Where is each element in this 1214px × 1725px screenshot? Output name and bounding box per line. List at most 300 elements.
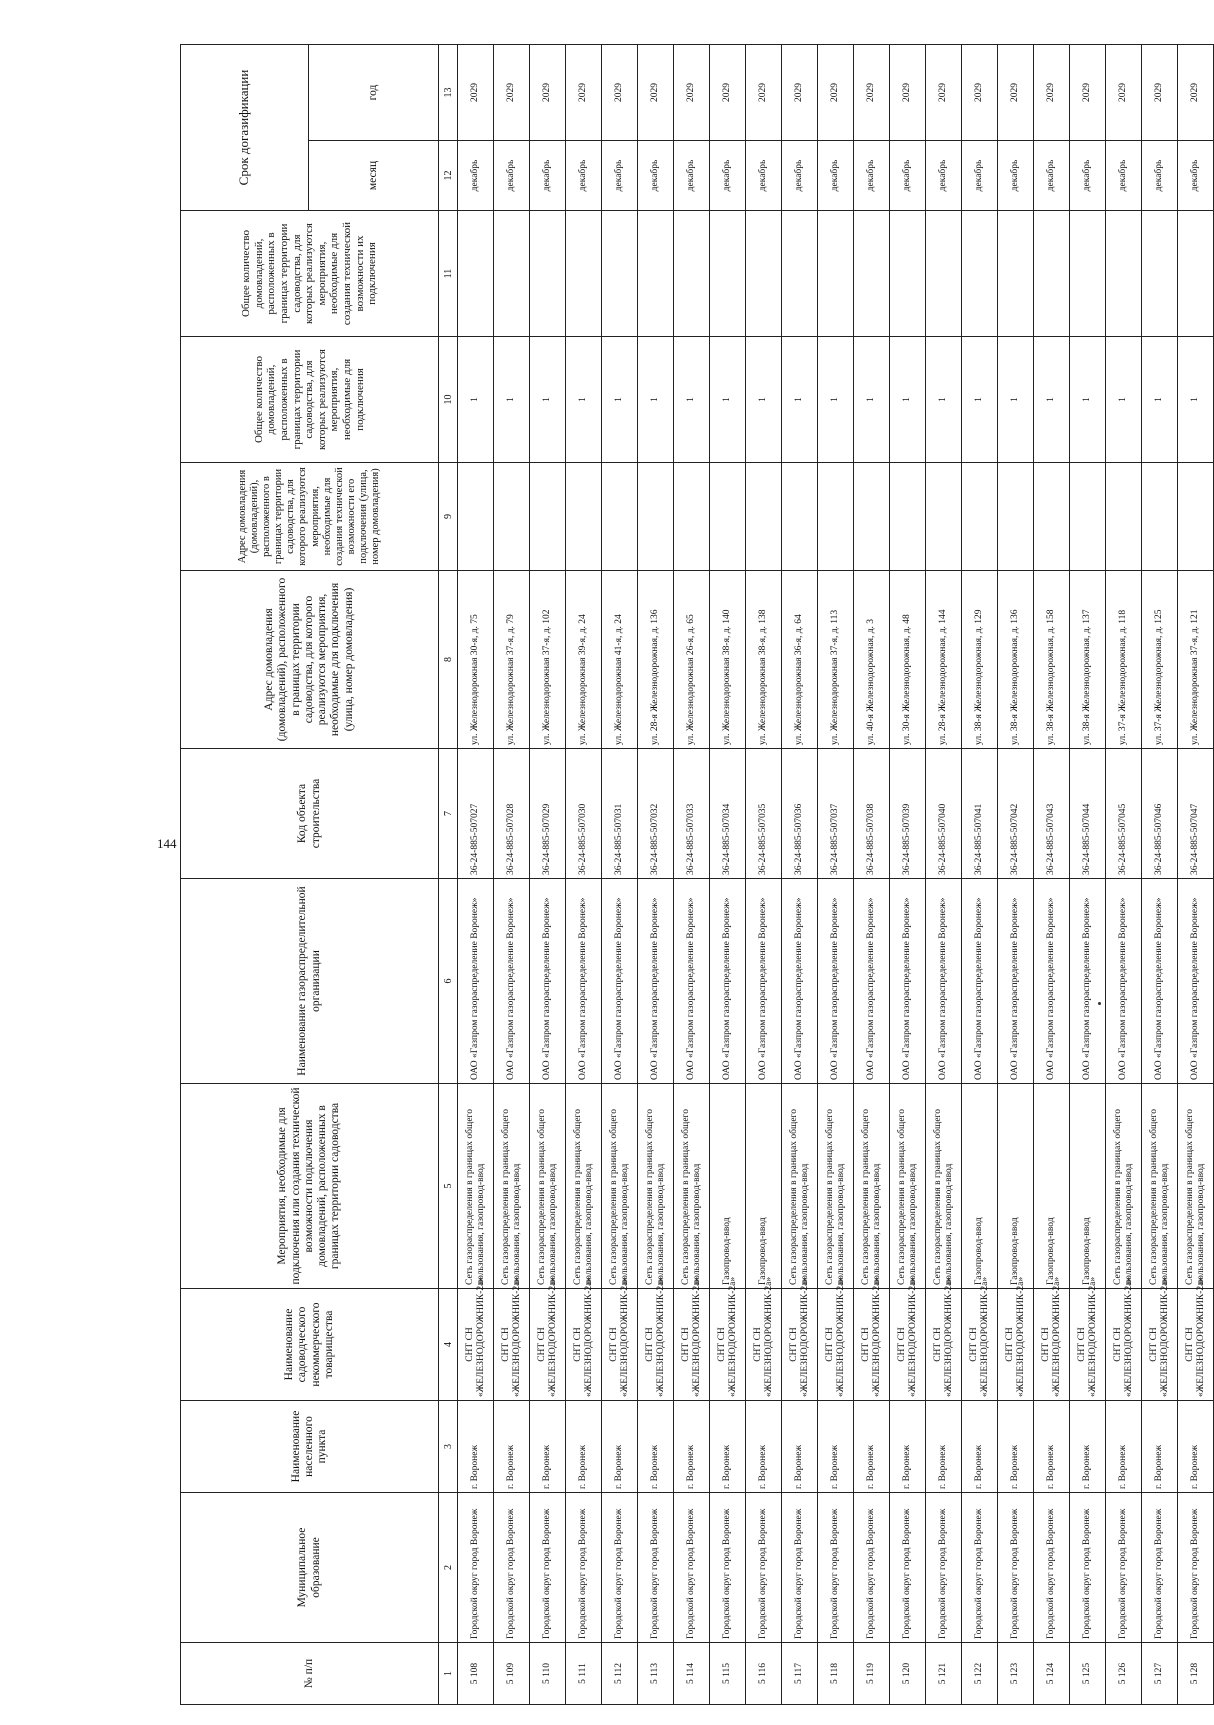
row-number: 5 128 bbox=[1178, 1643, 1214, 1705]
count-capability-cell bbox=[782, 211, 818, 337]
municipality-cell: Городской округ город Воронеж bbox=[926, 1493, 962, 1643]
gas-org-cell: ОАО «Газпром газораспределение Воронеж» bbox=[818, 879, 854, 1084]
address-cell: ул. 38-я Железнодорожная, д. 137 bbox=[1070, 571, 1106, 749]
year-cell: 2029 bbox=[818, 45, 854, 141]
settlement-cell: г. Воронеж bbox=[566, 1401, 602, 1493]
month-cell: декабрь bbox=[854, 141, 890, 211]
measure-cell: Сеть газораспределения в границах общего пользования, газопровод-ввод bbox=[818, 1084, 854, 1289]
month-cell: декабрь bbox=[1142, 141, 1178, 211]
settlement-cell: г. Воронеж bbox=[530, 1401, 566, 1493]
object-code-cell: 36-24-885-507033 bbox=[674, 749, 710, 879]
address-cell: ул. Железнодорожная 38-я, д. 140 bbox=[710, 571, 746, 749]
table-row bbox=[530, 45, 566, 1705]
object-code-cell: 36-24-885-507036 bbox=[782, 749, 818, 879]
municipality-cell: Городской округ город Воронеж bbox=[638, 1493, 674, 1643]
settlement-cell: г. Воронеж bbox=[458, 1401, 494, 1493]
settlement-cell: г. Воронеж bbox=[1034, 1401, 1070, 1493]
gas-org-cell: ОАО «Газпром газораспределение Воронеж» bbox=[638, 879, 674, 1084]
municipality-cell: Городской округ город Воронеж bbox=[458, 1493, 494, 1643]
municipality-cell: Городской округ город Воронеж bbox=[602, 1493, 638, 1643]
snt-cell: СНТ СН «ЖЕЛЕЗНОДОРОЖНИК-2а» bbox=[602, 1289, 638, 1401]
row-number: 5 108 bbox=[458, 1643, 494, 1705]
settlement-cell: г. Воронеж bbox=[1106, 1401, 1142, 1493]
count-capability-cell bbox=[962, 211, 998, 337]
count-capability-cell bbox=[602, 211, 638, 337]
header-term: Срок догазификации bbox=[181, 45, 309, 211]
measure-cell: Сеть газораспределения в границах общего пользования, газопровод-ввод bbox=[674, 1084, 710, 1289]
year-cell: 2029 bbox=[746, 45, 782, 141]
gas-org-cell: ОАО «Газпром газораспределение Воронеж» bbox=[782, 879, 818, 1084]
year-cell: 2029 bbox=[494, 45, 530, 141]
year-cell: 2029 bbox=[710, 45, 746, 141]
month-cell: декабрь bbox=[494, 141, 530, 211]
settlement-cell: г. Воронеж bbox=[818, 1401, 854, 1493]
municipality-cell: Городской округ город Воронеж bbox=[1034, 1493, 1070, 1643]
snt-cell: СНТ СН «ЖЕЛЕЗНОДОРОЖНИК-2а» bbox=[458, 1289, 494, 1401]
header-month: месяц bbox=[309, 141, 439, 211]
month-cell: декабрь bbox=[1178, 141, 1214, 211]
year-cell: 2029 bbox=[638, 45, 674, 141]
count-capability-cell bbox=[710, 211, 746, 337]
settlement-cell: г. Воронеж bbox=[998, 1401, 1034, 1493]
address-cell: ул. 30-я Железнодорожная, д. 48 bbox=[890, 571, 926, 749]
count-connection-cell: 1 bbox=[1034, 337, 1070, 463]
month-cell: декабрь bbox=[602, 141, 638, 211]
count-capability-cell bbox=[458, 211, 494, 337]
count-capability-cell bbox=[1142, 211, 1178, 337]
measure-cell: Сеть газораспределения в границах общего пользования, газопровод-ввод bbox=[854, 1084, 890, 1289]
municipality-cell: Городской округ город Воронеж bbox=[1142, 1493, 1178, 1643]
settlement-cell: г. Воронеж bbox=[746, 1401, 782, 1493]
settlement-cell: г. Воронеж bbox=[926, 1401, 962, 1493]
colnum: 13 bbox=[439, 45, 458, 141]
colnum: 3 bbox=[439, 1401, 458, 1493]
address-capability-cell bbox=[566, 463, 602, 571]
table-row bbox=[818, 45, 854, 1705]
object-code-cell: 36-24-885-507043 bbox=[1034, 749, 1070, 879]
address-capability-cell bbox=[602, 463, 638, 571]
rotated-table-frame bbox=[180, 45, 1206, 1705]
row-number: 5 122 bbox=[962, 1643, 998, 1705]
municipality-cell: Городской округ город Воронеж bbox=[746, 1493, 782, 1643]
measure-cell: Сеть газораспределения в границах общего пользования, газопровод-ввод bbox=[1142, 1084, 1178, 1289]
colnum: 7 bbox=[439, 749, 458, 879]
measure-cell: Сеть газораспределения в границах общего пользования, газопровод-ввод bbox=[1106, 1084, 1142, 1289]
snt-cell: СНТ СН «ЖЕЛЕЗНОДОРОЖНИК-2а» bbox=[926, 1289, 962, 1401]
measure-cell: Сеть газораспределения в границах общего пользования, газопровод-ввод bbox=[458, 1084, 494, 1289]
colnum: 4 bbox=[439, 1289, 458, 1401]
address-cell: ул. Железнодорожная 37-я, д. 102 bbox=[530, 571, 566, 749]
count-connection-cell: 1 bbox=[602, 337, 638, 463]
address-capability-cell bbox=[530, 463, 566, 571]
month-cell: декабрь bbox=[710, 141, 746, 211]
column-number-row bbox=[439, 45, 458, 1705]
month-cell: декабрь bbox=[998, 141, 1034, 211]
measure-cell: Сеть газораспределения в границах общего пользования, газопровод-ввод bbox=[1178, 1084, 1214, 1289]
colnum: 8 bbox=[439, 571, 458, 749]
gas-org-cell: ОАО «Газпром газораспределение Воронеж» bbox=[1142, 879, 1178, 1084]
gas-org-cell: ОАО «Газпром газораспределение Воронеж» bbox=[458, 879, 494, 1084]
measure-cell: Сеть газораспределения в границах общего пользования, газопровод-ввод bbox=[494, 1084, 530, 1289]
table-row bbox=[602, 45, 638, 1705]
gas-org-cell: ОАО «Газпром газораспределение Воронеж» bbox=[1106, 879, 1142, 1084]
header-count-capability: Общее количество домовладений, расположенных в границах территории садоводства, для которых реализуются мероприятия, необходимые для создания технической возможности их подключения bbox=[181, 211, 439, 337]
table-row bbox=[1178, 45, 1214, 1705]
month-cell: декабрь bbox=[926, 141, 962, 211]
count-connection-cell: 1 bbox=[746, 337, 782, 463]
snt-cell: СНТ СН «ЖЕЛЕЗНОДОРОЖНИК-2а» bbox=[746, 1289, 782, 1401]
snt-cell: СНТ СН «ЖЕЛЕЗНОДОРОЖНИК-2а» bbox=[962, 1289, 998, 1401]
table-row bbox=[926, 45, 962, 1705]
row-number: 5 114 bbox=[674, 1643, 710, 1705]
colnum: 12 bbox=[439, 141, 458, 211]
count-connection-cell: 1 bbox=[782, 337, 818, 463]
year-cell: 2029 bbox=[530, 45, 566, 141]
snt-cell: СНТ СН «ЖЕЛЕЗНОДОРОЖНИК-2а» bbox=[1142, 1289, 1178, 1401]
measure-cell: Газопровод-ввод bbox=[710, 1084, 746, 1289]
settlement-cell: г. Воронеж bbox=[494, 1401, 530, 1493]
municipality-cell: Городской округ город Воронеж bbox=[530, 1493, 566, 1643]
municipality-cell: Городской округ город Воронеж bbox=[998, 1493, 1034, 1643]
count-connection-cell: 1 bbox=[1070, 337, 1106, 463]
address-cell: ул. 38-я Железнодорожная, д. 129 bbox=[962, 571, 998, 749]
colnum: 10 bbox=[439, 337, 458, 463]
table-body bbox=[458, 45, 1214, 1705]
count-capability-cell bbox=[1034, 211, 1070, 337]
count-connection-cell: 1 bbox=[998, 337, 1034, 463]
address-capability-cell bbox=[1106, 463, 1142, 571]
address-capability-cell bbox=[890, 463, 926, 571]
address-cell: ул. Железнодорожная 37-я, д. 113 bbox=[818, 571, 854, 749]
count-capability-cell bbox=[1106, 211, 1142, 337]
year-cell: 2029 bbox=[1070, 45, 1106, 141]
month-cell: декабрь bbox=[566, 141, 602, 211]
gas-org-cell: ОАО «Газпром газораспределение Воронеж» bbox=[494, 879, 530, 1084]
row-number: 5 112 bbox=[602, 1643, 638, 1705]
gas-org-cell: ОАО «Газпром газораспределение Воронеж» bbox=[854, 879, 890, 1084]
address-cell: ул. Железнодорожная 38-я, д. 138 bbox=[746, 571, 782, 749]
gas-org-cell: ОАО «Газпром газораспределение Воронеж» bbox=[926, 879, 962, 1084]
measure-cell: Сеть газораспределения в границах общего пользования, газопровод-ввод bbox=[890, 1084, 926, 1289]
table-row bbox=[998, 45, 1034, 1705]
month-cell: декабрь bbox=[1106, 141, 1142, 211]
gas-org-cell: ОАО «Газпром газораспределение Воронеж» bbox=[998, 879, 1034, 1084]
municipality-cell: Городской округ город Воронеж bbox=[1106, 1493, 1142, 1643]
count-connection-cell: 1 bbox=[854, 337, 890, 463]
object-code-cell: 36-24-885-507039 bbox=[890, 749, 926, 879]
address-cell: ул. 37-я Железнодорожная, д. 125 bbox=[1142, 571, 1178, 749]
snt-cell: СНТ СН «ЖЕЛЕЗНОДОРОЖНИК-2а» bbox=[818, 1289, 854, 1401]
table-container bbox=[180, 45, 1206, 1725]
year-cell: 2029 bbox=[1142, 45, 1178, 141]
year-cell: 2029 bbox=[1178, 45, 1214, 141]
address-capability-cell bbox=[1034, 463, 1070, 571]
address-capability-cell bbox=[710, 463, 746, 571]
count-capability-cell bbox=[926, 211, 962, 337]
measure-cell: Газопровод-ввод bbox=[998, 1084, 1034, 1289]
month-cell: декабрь bbox=[1070, 141, 1106, 211]
row-number: 5 121 bbox=[926, 1643, 962, 1705]
month-cell: декабрь bbox=[674, 141, 710, 211]
row-number: 5 125 bbox=[1070, 1643, 1106, 1705]
municipality-cell: Городской округ город Воронеж bbox=[494, 1493, 530, 1643]
year-cell: 2029 bbox=[602, 45, 638, 141]
count-capability-cell bbox=[530, 211, 566, 337]
table-row bbox=[566, 45, 602, 1705]
object-code-cell: 36-24-885-507032 bbox=[638, 749, 674, 879]
year-cell: 2029 bbox=[998, 45, 1034, 141]
table-row bbox=[710, 45, 746, 1705]
count-connection-cell: 1 bbox=[926, 337, 962, 463]
object-code-cell: 36-24-885-507027 bbox=[458, 749, 494, 879]
colnum: 9 bbox=[439, 463, 458, 571]
settlement-cell: г. Воронеж bbox=[854, 1401, 890, 1493]
address-capability-cell bbox=[458, 463, 494, 571]
address-cell: ул. 40-я Железнодорожная, д. 3 bbox=[854, 571, 890, 749]
object-code-cell: 36-24-885-507031 bbox=[602, 749, 638, 879]
row-number: 5 115 bbox=[710, 1643, 746, 1705]
gas-org-cell: ОАО «Газпром газораспределение Воронеж» bbox=[1070, 879, 1106, 1084]
address-cell: ул. 28-я Железнодорожная, д. 136 bbox=[638, 571, 674, 749]
settlement-cell: г. Воронеж bbox=[962, 1401, 998, 1493]
row-number: 5 120 bbox=[890, 1643, 926, 1705]
month-cell: декабрь bbox=[890, 141, 926, 211]
measure-cell: Газопровод-ввод bbox=[962, 1084, 998, 1289]
address-cell: ул. 38-я Железнодорожная, д. 158 bbox=[1034, 571, 1070, 749]
address-cell: ул. Железнодорожная 41-я, д. 24 bbox=[602, 571, 638, 749]
count-capability-cell bbox=[1070, 211, 1106, 337]
count-capability-cell bbox=[746, 211, 782, 337]
row-number: 5 127 bbox=[1142, 1643, 1178, 1705]
row-number: 5 110 bbox=[530, 1643, 566, 1705]
count-capability-cell bbox=[818, 211, 854, 337]
address-capability-cell bbox=[818, 463, 854, 571]
measure-cell: Сеть газораспределения в границах общего пользования, газопровод-ввод bbox=[602, 1084, 638, 1289]
object-code-cell: 36-24-885-507047 bbox=[1178, 749, 1214, 879]
object-code-cell: 36-24-885-507037 bbox=[818, 749, 854, 879]
month-cell: декабрь bbox=[530, 141, 566, 211]
count-capability-cell bbox=[638, 211, 674, 337]
month-cell: декабрь bbox=[782, 141, 818, 211]
measure-cell: Сеть газораспределения в границах общего пользования, газопровод-ввод bbox=[566, 1084, 602, 1289]
row-number: 5 117 bbox=[782, 1643, 818, 1705]
municipality-cell: Городской округ город Воронеж bbox=[890, 1493, 926, 1643]
page-number: 144 bbox=[157, 836, 177, 851]
address-capability-cell bbox=[998, 463, 1034, 571]
header-address-capability: Адрес домовладения (домовладений), расположенного в границах территории садоводства, для которого реализуются мероприятия, необходимые для создания технической возможности его подключения (улица, номер домовладения) bbox=[181, 463, 439, 571]
table-row bbox=[782, 45, 818, 1705]
colnum: 6 bbox=[439, 879, 458, 1084]
object-code-cell: 36-24-885-507030 bbox=[566, 749, 602, 879]
count-connection-cell: 1 bbox=[1106, 337, 1142, 463]
count-connection-cell: 1 bbox=[1142, 337, 1178, 463]
header-num: № п/п bbox=[181, 1643, 439, 1705]
count-capability-cell bbox=[890, 211, 926, 337]
gas-org-cell: ОАО «Газпром газораспределение Воронеж» bbox=[710, 879, 746, 1084]
address-capability-cell bbox=[1142, 463, 1178, 571]
header-settlement: Наименование населенного пункта bbox=[181, 1401, 439, 1493]
header-object-code: Код объекта строительства bbox=[181, 749, 439, 879]
month-cell: декабрь bbox=[962, 141, 998, 211]
snt-cell: СНТ СН «ЖЕЛЕЗНОДОРОЖНИК-2а» bbox=[566, 1289, 602, 1401]
gasification-table bbox=[180, 44, 1214, 1705]
object-code-cell: 36-24-885-507028 bbox=[494, 749, 530, 879]
address-capability-cell bbox=[962, 463, 998, 571]
settlement-cell: г. Воронеж bbox=[602, 1401, 638, 1493]
table-row bbox=[1106, 45, 1142, 1705]
year-cell: 2029 bbox=[854, 45, 890, 141]
settlement-cell: г. Воронеж bbox=[782, 1401, 818, 1493]
table-row bbox=[1034, 45, 1070, 1705]
municipality-cell: Городской округ город Воронеж bbox=[962, 1493, 998, 1643]
year-cell: 2029 bbox=[962, 45, 998, 141]
address-capability-cell bbox=[674, 463, 710, 571]
measure-cell: Сеть газораспределения в границах общего пользования, газопровод-ввод bbox=[530, 1084, 566, 1289]
address-capability-cell bbox=[638, 463, 674, 571]
year-cell: 2029 bbox=[674, 45, 710, 141]
gas-org-cell: ОАО «Газпром газораспределение Воронеж» bbox=[674, 879, 710, 1084]
object-code-cell: 36-24-885-507045 bbox=[1106, 749, 1142, 879]
count-connection-cell: 1 bbox=[458, 337, 494, 463]
header-snt: Наименование садоводческого некоммерческого товарищества bbox=[181, 1289, 439, 1401]
row-number: 5 109 bbox=[494, 1643, 530, 1705]
municipality-cell: Городской округ город Воронеж bbox=[1178, 1493, 1214, 1643]
municipality-cell: Городской округ город Воронеж bbox=[854, 1493, 890, 1643]
gas-org-cell: ОАО «Газпром газораспределение Воронеж» bbox=[962, 879, 998, 1084]
gas-org-cell: ОАО «Газпром газораспределение Воронеж» bbox=[890, 879, 926, 1084]
gas-org-cell: ОАО «Газпром газораспределение Воронеж» bbox=[1034, 879, 1070, 1084]
count-connection-cell: 1 bbox=[674, 337, 710, 463]
colnum: 1 bbox=[439, 1643, 458, 1705]
count-connection-cell: 1 bbox=[566, 337, 602, 463]
year-cell: 2029 bbox=[1106, 45, 1142, 141]
row-number: 5 124 bbox=[1034, 1643, 1070, 1705]
row-number: 5 126 bbox=[1106, 1643, 1142, 1705]
count-capability-cell bbox=[674, 211, 710, 337]
snt-cell: СНТ СН «ЖЕЛЕЗНОДОРОЖНИК-2а» bbox=[854, 1289, 890, 1401]
count-connection-cell: 1 bbox=[962, 337, 998, 463]
measure-cell: Газопровод-ввод bbox=[1070, 1084, 1106, 1289]
table-row bbox=[962, 45, 998, 1705]
address-cell: ул. Железнодорожная 39-я, д. 24 bbox=[566, 571, 602, 749]
object-code-cell: 36-24-885-507038 bbox=[854, 749, 890, 879]
header-count-connection: Общее количество домовладений, расположенных в границах территории садоводства, для которых реализуются мероприятия, необходимые для подключения bbox=[181, 337, 439, 463]
address-cell: ул. 38-я Железнодорожная, д. 136 bbox=[998, 571, 1034, 749]
count-connection-cell: 1 bbox=[530, 337, 566, 463]
header-gas-org: Наименование газораспределительной организации bbox=[181, 879, 439, 1084]
address-cell: ул. Железнодорожная 36-я, д. 64 bbox=[782, 571, 818, 749]
month-cell: декабрь bbox=[1034, 141, 1070, 211]
table-row bbox=[1070, 45, 1106, 1705]
gas-org-cell: ОАО «Газпром газораспределение Воронеж» bbox=[1178, 879, 1214, 1084]
measure-cell: Газопровод-ввод bbox=[746, 1084, 782, 1289]
snt-cell: СНТ СН «ЖЕЛЕЗНОДОРОЖНИК-2а» bbox=[890, 1289, 926, 1401]
object-code-cell: 36-24-885-507042 bbox=[998, 749, 1034, 879]
object-code-cell: 36-24-885-507046 bbox=[1142, 749, 1178, 879]
snt-cell: СНТ СН «ЖЕЛЕЗНОДОРОЖНИК-2а» bbox=[674, 1289, 710, 1401]
table-row bbox=[674, 45, 710, 1705]
count-connection-cell: 1 bbox=[638, 337, 674, 463]
table-row bbox=[638, 45, 674, 1705]
month-cell: декабрь bbox=[458, 141, 494, 211]
header-address-connection: Адрес домовладения (домовладений), расположенного в границах территории садоводства, для которого реализуются мероприятия, необходимые для подключения (улица, номер домовладения) bbox=[181, 571, 439, 749]
settlement-cell: г. Воронеж bbox=[890, 1401, 926, 1493]
colnum: 2 bbox=[439, 1493, 458, 1643]
year-cell: 2029 bbox=[566, 45, 602, 141]
snt-cell: СНТ СН «ЖЕЛЕЗНОДОРОЖНИК-2а» bbox=[530, 1289, 566, 1401]
row-number: 5 111 bbox=[566, 1643, 602, 1705]
header-row bbox=[181, 45, 309, 1705]
count-connection-cell: 1 bbox=[710, 337, 746, 463]
year-cell: 2029 bbox=[926, 45, 962, 141]
count-capability-cell bbox=[998, 211, 1034, 337]
object-code-cell: 36-24-885-507029 bbox=[530, 749, 566, 879]
snt-cell: СНТ СН «ЖЕЛЕЗНОДОРОЖНИК-2а» bbox=[1070, 1289, 1106, 1401]
address-capability-cell bbox=[854, 463, 890, 571]
municipality-cell: Городской округ город Воронеж bbox=[566, 1493, 602, 1643]
address-cell: ул. 28-я Железнодорожная, д. 144 bbox=[926, 571, 962, 749]
row-number: 5 118 bbox=[818, 1643, 854, 1705]
settlement-cell: г. Воронеж bbox=[710, 1401, 746, 1493]
address-capability-cell bbox=[494, 463, 530, 571]
settlement-cell: г. Воронеж bbox=[1178, 1401, 1214, 1493]
year-cell: 2029 bbox=[1034, 45, 1070, 141]
year-cell: 2029 bbox=[890, 45, 926, 141]
table-row bbox=[854, 45, 890, 1705]
address-cell: ул. Железнодорожная 37-я, д. 79 bbox=[494, 571, 530, 749]
gas-org-cell: ОАО «Газпром газораспределение Воронеж» bbox=[602, 879, 638, 1084]
measure-cell: Сеть газораспределения в границах общего пользования, газопровод-ввод bbox=[782, 1084, 818, 1289]
gas-org-cell: ОАО «Газпром газораспределение Воронеж» bbox=[530, 879, 566, 1084]
snt-cell: СНТ СН «ЖЕЛЕЗНОДОРОЖНИК-2а» bbox=[782, 1289, 818, 1401]
row-number: 5 113 bbox=[638, 1643, 674, 1705]
table-row bbox=[458, 45, 494, 1705]
address-capability-cell bbox=[746, 463, 782, 571]
municipality-cell: Городской округ город Воронеж bbox=[818, 1493, 854, 1643]
measure-cell: Сеть газораспределения в границах общего пользования, газопровод-ввод bbox=[926, 1084, 962, 1289]
month-cell: декабрь bbox=[638, 141, 674, 211]
year-cell: 2029 bbox=[458, 45, 494, 141]
header-municipality: Муниципальное образование bbox=[181, 1493, 439, 1643]
address-cell: ул. Железнодорожная 26-я, д. 65 bbox=[674, 571, 710, 749]
gas-org-cell: ОАО «Газпром газораспределение Воронеж» bbox=[566, 879, 602, 1084]
municipality-cell: Городской округ город Воронеж bbox=[782, 1493, 818, 1643]
snt-cell: СНТ СН «ЖЕЛЕЗНОДОРОЖНИК-2а» bbox=[1106, 1289, 1142, 1401]
row-number: 5 123 bbox=[998, 1643, 1034, 1705]
header-measures: Мероприятия, необходимые для подключения или создания технической возможности подключения домовладений, расположенных в границах территории садоводства bbox=[181, 1084, 439, 1289]
colnum: 5 bbox=[439, 1084, 458, 1289]
year-cell: 2029 bbox=[782, 45, 818, 141]
object-code-cell: 36-24-885-507040 bbox=[926, 749, 962, 879]
address-capability-cell bbox=[1178, 463, 1214, 571]
address-capability-cell bbox=[1070, 463, 1106, 571]
object-code-cell: 36-24-885-507044 bbox=[1070, 749, 1106, 879]
table-row bbox=[746, 45, 782, 1705]
snt-cell: СНТ СН «ЖЕЛЕЗНОДОРОЖНИК-2а» bbox=[494, 1289, 530, 1401]
gas-org-cell: ОАО «Газпром газораспределение Воронеж» bbox=[746, 879, 782, 1084]
count-capability-cell bbox=[1178, 211, 1214, 337]
address-cell: ул. 37-я Железнодорожная, д. 118 bbox=[1106, 571, 1142, 749]
address-capability-cell bbox=[926, 463, 962, 571]
table-row bbox=[890, 45, 926, 1705]
count-connection-cell: 1 bbox=[818, 337, 854, 463]
count-capability-cell bbox=[854, 211, 890, 337]
table-row bbox=[1142, 45, 1178, 1705]
settlement-cell: г. Воронеж bbox=[638, 1401, 674, 1493]
settlement-cell: г. Воронеж bbox=[674, 1401, 710, 1493]
month-cell: декабрь bbox=[746, 141, 782, 211]
count-connection-cell: 1 bbox=[1178, 337, 1214, 463]
